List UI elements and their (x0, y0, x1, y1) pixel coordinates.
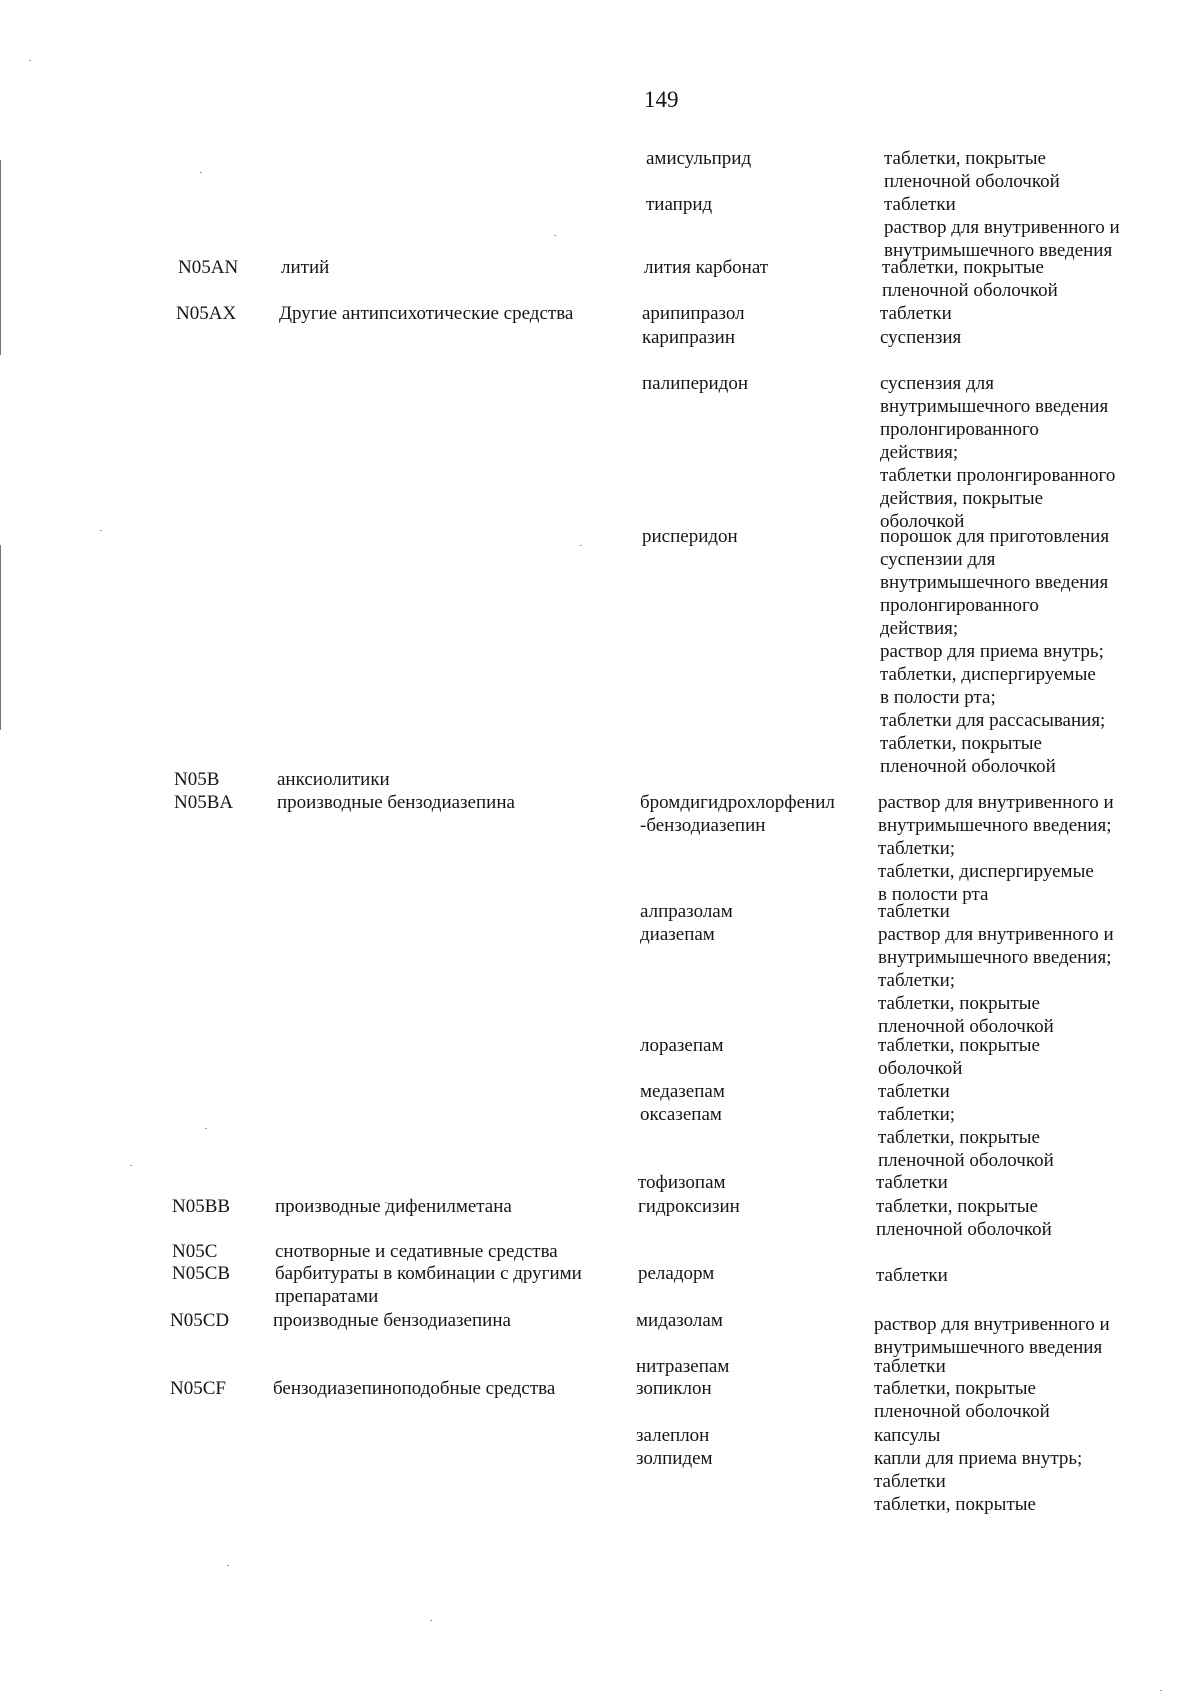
drug-name: медазепам (640, 1081, 725, 1102)
dosage-form: таблетки, покрытые (884, 148, 1046, 169)
dosage-form: раствор для внутривенного и (878, 924, 1114, 945)
dosage-form: раствор для приема внутрь; (880, 641, 1104, 662)
dosage-form: суспензия (880, 327, 962, 348)
dosage-form: порошок для приготовления (880, 526, 1110, 547)
drug-name: золпидем (636, 1448, 713, 1469)
atc-group-name: литий (281, 257, 330, 278)
atc-code: N05BA (174, 792, 234, 813)
dosage-form: раствор для внутривенного и (878, 792, 1114, 813)
scan-speck (580, 545, 582, 546)
dosage-form: пленочной оболочкой (878, 1150, 1054, 1171)
drug-name: рисперидон (642, 526, 738, 547)
dosage-form: таблетки (884, 194, 956, 215)
dosage-form: оболочкой (880, 511, 965, 532)
dosage-form: суспензия для (880, 373, 994, 394)
scan-speck (100, 530, 102, 531)
dosage-form: таблетки, покрытые (878, 1035, 1040, 1056)
drug-name: тофизопам (638, 1172, 726, 1193)
dosage-form: пленочной оболочкой (880, 756, 1056, 777)
dosage-form: таблетки, покрытые (874, 1494, 1036, 1515)
atc-code: N05BB (172, 1196, 231, 1217)
dosage-form: таблетки, покрытые (876, 1196, 1038, 1217)
drug-name: оксазепам (640, 1104, 722, 1125)
dosage-form: суспензии для (880, 549, 996, 570)
dosage-form: действия, покрытые (880, 488, 1044, 509)
dosage-form: таблетки, покрытые (880, 733, 1042, 754)
atc-code: N05CD (170, 1310, 230, 1331)
dosage-form: действия; (880, 442, 959, 463)
drug-name: бромдигидрохлорфенил -бензодиазепин (640, 792, 835, 836)
atc-group-name: производные дифенилметана (275, 1196, 512, 1217)
scan-speck (130, 1165, 132, 1166)
dosage-form: оболочкой (878, 1058, 963, 1079)
drug-name: зопиклон (636, 1378, 712, 1399)
atc-group-name: производные бензодиазепина (277, 792, 515, 813)
dosage-form: раствор для внутривенного и (884, 217, 1120, 238)
dosage-form: таблетки; (878, 970, 956, 991)
dosage-form: капли для приема внутрь; (874, 1448, 1083, 1469)
dosage-form: раствор для внутривенного и (874, 1314, 1110, 1335)
dosage-form: пленочной оболочкой (874, 1401, 1050, 1422)
drug-name: нитразепам (636, 1356, 730, 1377)
scan-margin-line (0, 545, 1, 730)
dosage-form: таблетки для рассасывания; (880, 710, 1106, 731)
dosage-form: внутримышечного введения; (878, 947, 1112, 968)
dosage-form: в полости рта (878, 884, 989, 905)
dosage-form: таблетки, покрытые (882, 257, 1044, 278)
dosage-form: капсулы (874, 1425, 941, 1446)
atc-group-name: анксиолитики (277, 769, 390, 790)
atc-group-name: производные бензодиазепина (273, 1310, 511, 1331)
atc-group-name: бензодиазепиноподобные средства (273, 1378, 556, 1399)
dosage-form: таблетки (874, 1356, 946, 1377)
dosage-form: внутримышечного введения (874, 1337, 1103, 1358)
drug-name: карипразин (642, 327, 735, 348)
dosage-form: пленочной оболочкой (882, 280, 1058, 301)
atc-code: N05B (174, 769, 220, 790)
drug-name: диазепам (640, 924, 715, 945)
drug-name: мидазолам (636, 1310, 723, 1331)
dosage-form: таблетки, покрытые (878, 1127, 1040, 1148)
drug-name: гидроксизин (638, 1196, 740, 1217)
scan-speck (554, 235, 556, 236)
dosage-form: пленочной оболочкой (878, 1016, 1054, 1037)
dosage-form: таблетки (876, 1265, 948, 1286)
dosage-form: таблетки (878, 1081, 950, 1102)
drug-name: амисульприд (646, 148, 752, 169)
dosage-form: таблетки, диспергируемые (878, 861, 1094, 882)
drug-name: алпразолам (640, 901, 733, 922)
scan-margin-line (0, 160, 1, 355)
scan-speck (29, 60, 31, 61)
dosage-form: таблетки (874, 1471, 946, 1492)
dosage-form: таблетки, покрытые (874, 1378, 1036, 1399)
dosage-form: таблетки (880, 303, 952, 324)
atc-code: N05AX (176, 303, 237, 324)
dosage-form: внутримышечного введения (880, 572, 1109, 593)
dosage-form: пленочной оболочкой (876, 1219, 1052, 1240)
drug-name: залеплон (636, 1425, 710, 1446)
scan-speck (430, 1620, 432, 1621)
dosage-form: таблетки; (878, 1104, 956, 1125)
atc-code: N05C (172, 1241, 218, 1262)
atc-group-name: Другие антипсихотические средства (279, 303, 574, 324)
scan-speck (200, 172, 202, 173)
drug-name: реладорм (638, 1263, 715, 1284)
page-number: 149 (644, 87, 679, 112)
dosage-form: таблетки, покрытые (878, 993, 1040, 1014)
drug-name: лоразепам (640, 1035, 724, 1056)
drug-name: лития карбонат (644, 257, 769, 278)
dosage-form: таблетки пролонгированного (880, 465, 1116, 486)
atc-group-name: снотворные и седативные средства (275, 1241, 558, 1262)
scan-speck (205, 1128, 207, 1129)
dosage-form: таблетки, диспергируемые (880, 664, 1096, 685)
atc-code: N05CF (170, 1378, 226, 1399)
dosage-form: таблетки; (878, 838, 956, 859)
dosage-form: пролонгированного (880, 419, 1039, 440)
dosage-form: внутримышечного введения; (878, 815, 1112, 836)
atc-code: N05AN (178, 257, 239, 278)
dosage-form: пролонгированного (880, 595, 1039, 616)
scan-speck (227, 1565, 229, 1566)
drug-name: палиперидон (642, 373, 749, 394)
dosage-form: внутримышечного введения (884, 240, 1113, 261)
dosage-form: в полости рта; (880, 687, 996, 708)
atc-code: N05CB (172, 1263, 231, 1284)
drug-name: арипипразол (642, 303, 745, 324)
dosage-form: пленочной оболочкой (884, 171, 1060, 192)
dosage-form: таблетки (876, 1172, 948, 1193)
drug-name: тиаприд (646, 194, 713, 215)
atc-group-name: барбитураты в комбинации с другими препаратами (275, 1263, 582, 1307)
scan-speck (1160, 1690, 1162, 1691)
dosage-form: внутримышечного введения (880, 396, 1109, 417)
dosage-form: действия; (880, 618, 959, 639)
dosage-form: таблетки (878, 901, 950, 922)
